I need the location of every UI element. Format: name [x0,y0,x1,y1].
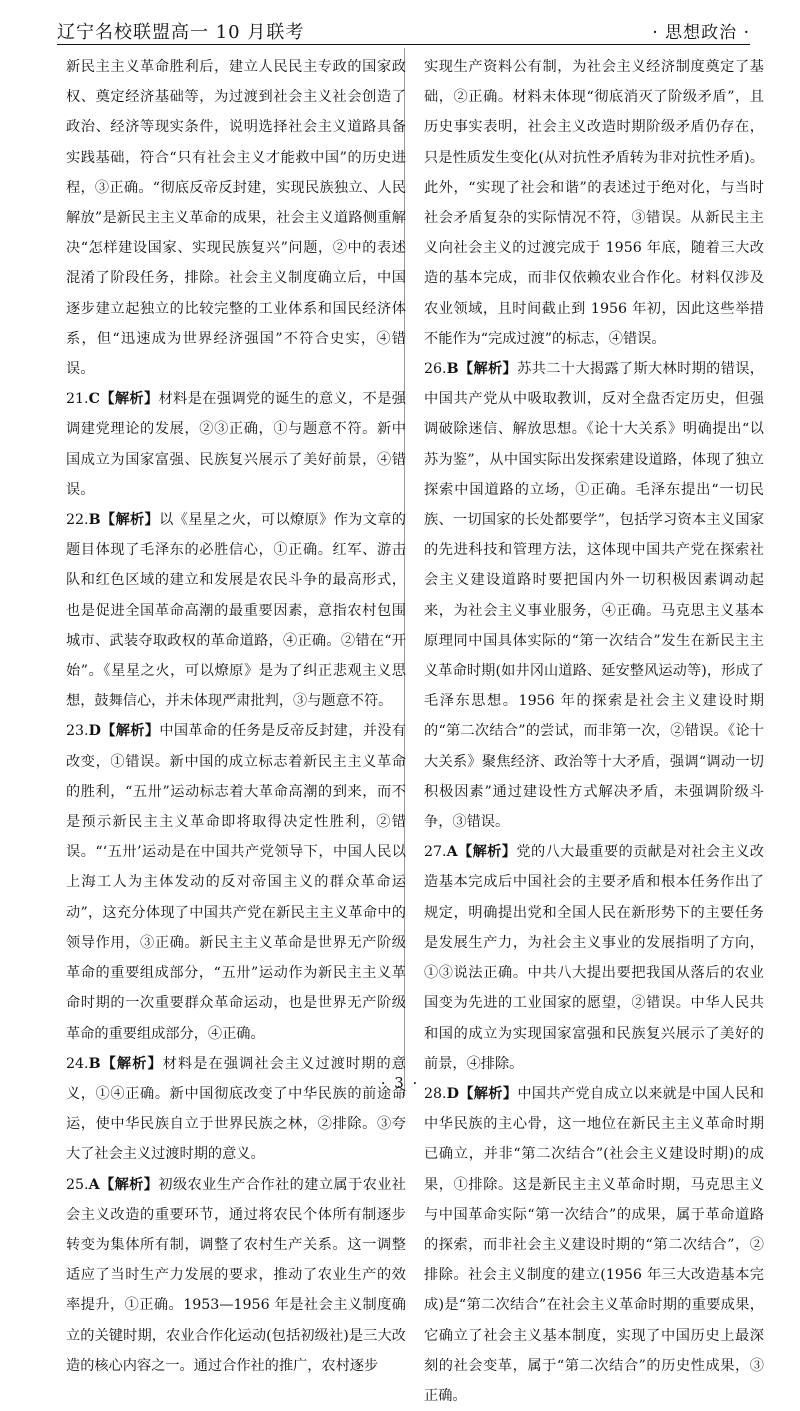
answer-letter: A [446,844,458,861]
analysis-text: 苏共二十大揭露了斯大林时期的错误，中国共产党从中吸取教训，反对全盘否定历史，但强调破除迷信、解放思想。《论十大关系》明确提出“以苏为鉴”，从中国实际出发探索建设道路，体现了独立探索中国道路的立场，①正确。毛泽东提出“一切民族、一切国家的长处都要学”，包括学习资本主义国家的先进科技和管理方法，这体现中国共产党在探索社会主义建设道路时要把国内外一切积极因素调动起来，为社会主义事业服务，④正确。马克思主义基本原理同中国具体实际的“第一次结合”发生在新民主主义革命时期(如井冈山道路、延安整风运动等)，形成了毛泽东思想。1956 年的探索是社会主义建设时期的“第二次结合”的尝试，而非第一次，②错误。《论十大关系》聚焦经济、政治等十大矛盾，强调“调动一切积极因素”通过建设性方式解决矛盾，未强调阶级斗争，③错误。 [424,361,764,831]
answer-letter: B [88,512,101,529]
analysis-tag: 【解析】 [100,512,160,529]
analysis-tag: 【解析】 [457,844,517,861]
analysis-text: 中国共产党自成立以来就是中国人民和中华民族的主心骨，这一地位在新民主主义革命时期已确立，并非“第二次结合”(社会主义建设时期)的成果，①排除。这是新民主主义革命时期，马克思主义与中国革命实际“第一次结合”的成果，属于革命道路的探索，而非社会主义建设时期的“第二次结合”，②排除。社会主义制度的建立(1956 年三大改造基本完成)是“第二次结合”在社会主义革命时期的重要成果，它确立了社会主义基本制度，实现了中国历史上最深刻的社会变革，属于“第二次结合”的历史性成果，③正确。 [424,1085,764,1404]
analysis-tag: 【解析】 [99,1176,159,1193]
analysis-tag: 【解析】 [100,723,160,740]
right-column [424,52,764,1411]
header-rule [57,44,750,45]
analysis-text: 材料是在强调党的诞生的意义，不是强调建党理论的发展，②③正确，①与题意不符。新中国成立为国家富强、民族复兴展示了美好前景，④错误。 [66,391,406,498]
question-number: 25. [66,1176,89,1193]
question-number: 21. [66,391,89,408]
question-number: 22. [66,512,89,529]
answer-letter: B [446,361,459,378]
continuation-text: 实现生产资料公有制，为社会主义经济制度奠定了基础，②正确。材料未体现“彻底消灭了阶级矛盾”，且历史事实表明，社会主义改造时期阶级矛盾仍存在，只是性质发生变化(从对抗性矛盾转为非对抗性矛盾)。此外，“实现了社会和谐”的表述过于绝对化，与当时社会矛盾复杂的实际情况不符，③错误。从新民主主义向社会主义的过渡完成于 1956 年底，随着三大改造的基本完成，而非仅依赖农业合作化。材料仅涉及农业领域，且时间截止到 1956 年初，因此这些举措不能作为“完成过渡”的标志，④错误。 [424,59,764,347]
answer-letter: D [88,723,101,740]
analysis-text: 初级农业生产合作社的建立属于农业社会主义改造的重要环节，通过将农民个体所有制逐步转变为集体所有制，调整了农村生产关系。这一调整适应了当时生产力发展的要求，推动了农业生产的效率提升，①正确。1953—1956 年是社会主义制度确立的关键时期，农业合作化运动(包括初级社)是三大改造的核心内容之一。通过合作社的推广，农村逐步 [66,1176,406,1374]
continued-answer [66,52,406,384]
answer-entry-21 [66,384,406,505]
answer-entry-25 [66,1170,406,1381]
analysis-text: 材料是在强调社会主义过渡时期的意义，①④正确。新中国彻底改变了中华民族的前途命运，使中华民族自立于世界民族之林，②排除。③夸大了社会主义过渡时期的意义。 [66,1055,406,1163]
analysis-tag: 【解析】 [458,1085,518,1102]
page-header [57,14,750,44]
question-number: 24. [66,1055,89,1072]
answer-entry-27 [424,837,764,1079]
answer-entry-28 [424,1079,764,1411]
answer-entry-26 [424,354,764,837]
analysis-tag: 【解析】 [100,1055,163,1072]
page-number: · 3 · [380,1074,420,1092]
question-number: 28. [424,1085,447,1102]
left-column [66,52,406,1381]
analysis-tag: 【解析】 [99,391,159,408]
answer-letter: D [446,1085,459,1102]
answer-entry-22 [66,505,406,716]
answer-letter: A [88,1176,100,1193]
answer-letter: C [88,391,100,408]
continued-answer [424,52,764,354]
analysis-text: 以《星星之火，可以燎原》作为文章的题目体现了毛泽东的必胜信心，①正确。红军、游击队和红色区域的建立和发展是农民斗争的最高形式，也是促进全国革命高潮的最重要因素，意指农村包围城市、武装夺取政权的革命道路，④正确。②错在“开始”。《星星之火，可以燎原》是为了纠正悲观主义思想，鼓舞信心，并未体现严肃批判，③与题意不符。 [66,512,406,710]
subject-label: · 思想政治 · [652,23,750,43]
analysis-text: 党的八大最重要的贡献是对社会主义改造基本完成后中国社会的主要矛盾和根本任务作出了规定，明确提出党和全国人民在新形势下的主要任务是发展生产力，为社会主义事业的发展指明了方向，①③说法正确。中共八大提出要把我国从落后的农业国变为先进的工业国家的愿望，②错误。中华人民共和国的成立为实现国家富强和民族复兴展示了美好的前景，④排除。 [424,844,764,1072]
analysis-tag: 【解析】 [458,361,518,378]
question-number: 27. [424,844,447,861]
analysis-text: 中国革命的任务是反帝反封建，并没有改变，①错误。新中国的成立标志着新民主主义革命的胜利，“五卅”运动标志着大革命高潮的到来，而不是预示新民主主义革命即将取得决定性胜利，②错误。“‘五卅’运动是在中国共产党领导下，中国人民以上海工人为主体发动的反对帝国主义的群众革命运动”，这充分体现了中国共产党在新民主主义革命中的领导作用，③正确。新民主主义革命是世界无产阶级革命的重要组成部分，“五卅”运动作为新民主主义革命时期的一次重要群众革命运动，也是世界无产阶级革命的重要组成部分，④正确。 [66,723,406,1042]
question-number: 23. [66,723,89,740]
answer-letter: B [88,1055,101,1072]
exam-title: 辽宁名校联盟高一 10 月联考 [57,22,305,43]
answer-entry-24 [66,1049,406,1170]
continuation-text: 新民主主义革命胜利后，建立人民民主专政的国家政权、奠定经济基础等，为过渡到社会主义社会创造了政治、经济等现实条件，说明选择社会主义道路具备实践基础，符合“只有社会主义才能救中国”的历史进程，③正确。“彻底反帝反封建，实现民族独立、人民解放”是新民主主义革命的成果，社会主义道路侧重解决“怎样建设国家、实现民族复兴”问题，②中的表述混淆了阶段任务，排除。社会主义制度确立后，中国逐步建立起独立的比较完整的工业体系和国民经济体系，但“迅速成为世界经济强国”不符合史实，④错误。 [66,59,406,378]
question-number: 26. [424,361,447,378]
answer-entry-23 [66,716,406,1048]
